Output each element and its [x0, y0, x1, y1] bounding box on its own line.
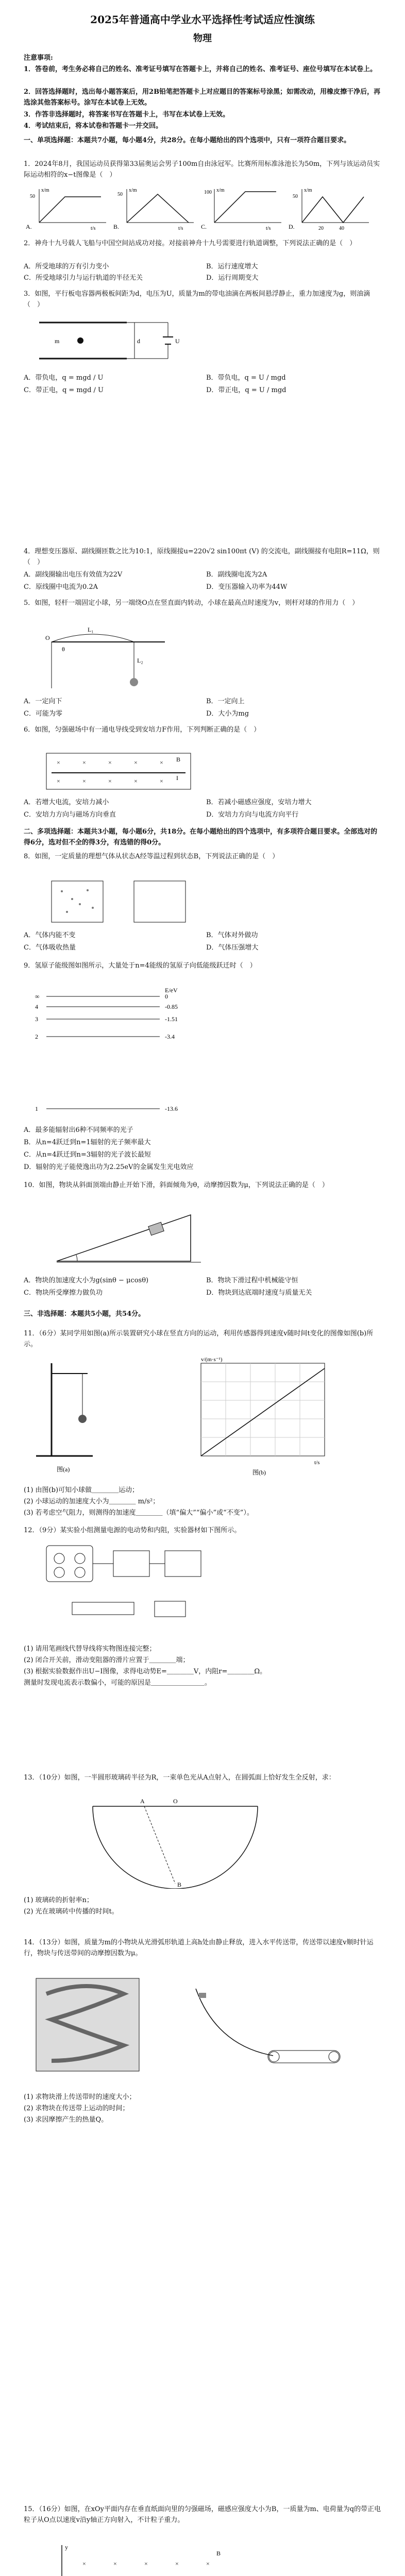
q10-option-c: C．物块所受摩擦力做负功 — [24, 1289, 103, 1297]
q5-option-d: D．大小为mg — [206, 710, 249, 718]
notice-item-2: 2．回答选择题时，选出每小题答案后，用2B铅笔把答题卡上对应题目的答案标号涂黑；如需改动，用橡皮擦干净后，再选涂其他答案标号。涂写在本试卷上无效。 — [24, 88, 381, 107]
q2-text: 2．神舟十九号载人飞船与中国空间站成功对接。对接前神舟十九号需要进行轨道调整，下列说法正确的是（ ） — [24, 240, 357, 247]
q15-field-figure — [31, 2540, 247, 2576]
q10-option-d: D．物块到达底端时速度与质量无关 — [206, 1289, 312, 1297]
q12-sub-2: (2) 闭合开关前，滑动变阻器的滑片应置于＿＿＿＿端； — [24, 1656, 190, 1664]
q9-option-c: C．从n=4跃迁到n=3辐射的光子波长最短 — [24, 1151, 151, 1159]
q1-graph-b — [113, 188, 194, 231]
q5-figure — [41, 621, 196, 693]
notice-item-4: 4．考试结束后，将本试卷和答题卡一并交回。 — [24, 122, 163, 130]
svg-text:x/m: x/m — [41, 188, 49, 193]
svg-text:U: U — [175, 337, 180, 345]
level-2 — [35, 1033, 175, 1040]
svg-text:图(a): 图(a) — [57, 1466, 70, 1473]
svg-text:50: 50 — [30, 194, 35, 199]
q8-option-a: A．气体内能不变 — [24, 931, 76, 939]
q14-sub-1: (1) 求物块滑上传送带时的速度大小； — [24, 2093, 136, 2101]
svg-text:I: I — [176, 774, 178, 782]
q14-photo — [36, 1978, 139, 2071]
q2-option-a: A．所受地球的万有引力变小 — [24, 263, 109, 270]
q1-graph-d — [289, 188, 369, 231]
exam-title: 2025年普通高中学业水平选择性考试适应性演练 — [90, 13, 315, 26]
svg-text:×: × — [82, 759, 86, 766]
section3-heading: 三、非选择题：本题共5小题，共54分。 — [24, 1310, 145, 1318]
svg-text:m: m — [55, 337, 60, 345]
svg-text:40: 40 — [339, 226, 344, 231]
q1-text: 1．2024年8月，我国运动员获得第33届奥运会男子100m自由泳冠军。比赛所用标准泳池长为50m，下列与该运动员实际运动相符的x−t图像是（ ） — [24, 160, 380, 179]
q14-text: 14．（13分）如图，质量为m的小物块从光滑弧形轨道上高h处由静止释放，进入水平传送带，传送带以速度v顺时针运行，物块与传送带间的动摩擦因数为μ。 — [24, 1939, 374, 1957]
q11-figures — [31, 1353, 361, 1482]
q12-tail: 测量时发现电流表示数偏小，可能的原因是＿＿＿＿＿＿＿＿。 — [24, 1679, 212, 1687]
svg-text:×: × — [175, 2560, 179, 2567]
q11-apparatus — [36, 1363, 93, 1473]
svg-text:×: × — [82, 2560, 86, 2567]
q6-option-c: C．安培力方向与磁场方向垂直 — [24, 811, 116, 819]
svg-text:A: A — [140, 1798, 145, 1805]
svg-text:×: × — [206, 2560, 210, 2567]
q9-text: 9．氢原子能级图如图所示，大量处于n=4能级的氢原子向低能级跃迁时（ ） — [24, 962, 257, 970]
svg-text:×: × — [108, 759, 112, 766]
level-3 — [35, 1015, 178, 1023]
q5-option-c: C．可能为零 — [24, 710, 62, 718]
q9-energy-levels — [31, 985, 247, 1119]
q13-sub-1: (1) 玻璃砖的折射率n； — [24, 1896, 93, 1904]
q8-option-d: D．气体压强增大 — [206, 944, 259, 952]
q3-option-d: D．带正电，q = U / mgd — [206, 386, 286, 394]
svg-text:×: × — [160, 777, 163, 785]
q6-option-d: D．安培力方向与电流方向平行 — [206, 811, 299, 819]
svg-text:2: 2 — [35, 1033, 38, 1040]
q10-text: 10．如图，物块从斜面顶端由静止开始下滑，斜面倾角为θ，动摩擦因数为μ，下列说法正确的是（ ） — [24, 1181, 329, 1189]
q9-option-a: A．最多能辐射出6种不同频率的光子 — [24, 1126, 133, 1134]
q1-option-c: C. — [201, 223, 207, 230]
svg-text:×: × — [144, 2560, 148, 2567]
q10-incline-figure — [46, 1205, 211, 1272]
q9-option-b: B．从n=4跃迁到n=1辐射的光子频率最大 — [24, 1139, 151, 1146]
svg-text:100: 100 — [204, 190, 212, 195]
section2-heading: 二、多项选择题：本题共3小题，每小题6分，共18分。在每小题给出的四个选项中，有多项符合题目要求。全部选对的得6分，选对但不全的得3分，有选错的得0分。 — [24, 828, 378, 846]
svg-text:-1.51: -1.51 — [165, 1015, 178, 1023]
level-4 — [35, 1003, 178, 1010]
notice-heading: 注意事项: — [24, 54, 53, 62]
svg-text:O: O — [45, 634, 50, 641]
svg-text:x/m: x/m — [304, 188, 312, 193]
svg-text:50: 50 — [293, 194, 298, 199]
svg-text:图(b): 图(b) — [252, 1469, 266, 1476]
svg-text:B: B — [176, 756, 181, 763]
svg-text:v/(m·s⁻¹): v/(m·s⁻¹) — [201, 1357, 223, 1363]
q3-option-b: B．带负电，q = U / mgd — [206, 374, 286, 382]
q4-option-a: A．副线圈输出电压有效值为22V — [24, 571, 123, 579]
svg-text:×: × — [57, 777, 60, 785]
svg-text:20: 20 — [318, 226, 324, 231]
q11-vt-graph — [201, 1357, 325, 1476]
q6-option-b: B．若减小磁感应强度，安培力增大 — [206, 799, 312, 806]
svg-text:∞: ∞ — [35, 993, 40, 1000]
q4-option-c: C．原线圈中电流为0.2A — [24, 583, 98, 591]
svg-text:L₂: L₂ — [137, 657, 143, 664]
notice-item-3: 3．作答非选择题时，将答案书写在答题卡上，书写在本试卷上无效。 — [24, 111, 230, 118]
q13-sub-2: (2) 光在玻璃砖中传播的时间t。 — [24, 1908, 119, 1916]
svg-text:×: × — [108, 777, 112, 785]
q1-graph-c — [201, 188, 281, 231]
level-1 — [35, 1105, 178, 1112]
q3-option-c: C．带正电，q = mgd / U — [24, 386, 104, 394]
svg-text:B: B — [177, 1881, 182, 1888]
svg-text:×: × — [82, 777, 86, 785]
q11-sub-3: (3) 若考虑空气阻力，则测得的加速度＿＿＿＿（填“偏大”“偏小”或“不变”）。 — [24, 1509, 254, 1517]
svg-text:E/eV: E/eV — [165, 987, 178, 994]
q11-sub-2: (2) 小球运动的加速度大小为＿＿＿＿ m/s²； — [24, 1498, 160, 1505]
notice-item-1: 1．答卷前，考生务必将自己的姓名、准考证号填写在答题卡上，并将自己的姓名、准考证号、座位号填写在本试卷上。 — [24, 65, 377, 73]
q13-semicircle-figure — [82, 1796, 268, 1889]
q4-option-d: D．变压器输入功率为44W — [206, 583, 288, 591]
svg-text:×: × — [160, 759, 163, 766]
svg-text:×: × — [57, 759, 60, 766]
svg-text:-3.4: -3.4 — [165, 1033, 175, 1040]
q12-sub-1: (1) 请用笔画线代替导线将实物图连接完整； — [24, 1645, 156, 1653]
svg-text:x/m: x/m — [216, 188, 225, 193]
q12-circuit-figure — [41, 1540, 227, 1638]
svg-text:×: × — [113, 2560, 117, 2567]
svg-text:0: 0 — [165, 993, 168, 1000]
svg-text:t/s: t/s — [178, 226, 183, 231]
q10-option-b: B．物块下滑过程中机械能守恒 — [206, 1277, 298, 1284]
q13-text: 13．（10分）如图，一半圆形玻璃砖半径为R，一束单色光从A点射入，在圆弧面上恰好发生全反射，求： — [24, 1774, 335, 1782]
q2-option-c: C．所受地球引力与运行轨道的半径无关 — [24, 274, 143, 282]
svg-text:1: 1 — [35, 1105, 38, 1112]
q5-text: 5．如图，轻杆一端固定小球，另一端绕O点在竖直面内转动，小球在最高点时速度为v，则杆对球的作用力（ ） — [24, 599, 359, 607]
q8-figure — [46, 876, 191, 927]
svg-text:L₁: L₁ — [88, 626, 94, 633]
svg-text:θ: θ — [62, 646, 65, 653]
q9-option-d: D．辐射的光子能使逸出功为2.25eV的金属发生光电效应 — [24, 1163, 194, 1171]
q11-sub-1: (1) 由图(b)可知小球做＿＿＿＿运动； — [24, 1486, 139, 1494]
q6-text: 6．如图，匀强磁场中有一通电导线受到安培力F作用，下列判断正确的是（ ） — [24, 726, 261, 734]
q6-field-figure — [41, 748, 196, 794]
svg-text:-0.85: -0.85 — [165, 1003, 178, 1010]
q1-option-d: D. — [289, 223, 295, 230]
level-inf — [35, 993, 168, 1000]
q1-option-b: B. — [113, 223, 120, 230]
q15-text: 15．（16分）如图，在xOy平面内存在垂直纸面向里的匀强磁场，磁感应强度大小为B，一质量为m、电荷量为q的带正电粒子从O点以速度v沿y轴正方向射入，不计粒子重力。 — [24, 2505, 381, 2524]
q6-option-a: A．若增大电流，安培力减小 — [24, 799, 109, 806]
svg-text:O: O — [173, 1798, 178, 1805]
q12-text: 12．（9分）某实验小组测量电源的电动势和内阻，实验器材如下图所示。 — [24, 1527, 241, 1534]
section1-heading: 一、单项选择题：本题共7小题，每小题4分，共28分。在每小题给出的四个选项中，只有一项符合题目要求。 — [24, 137, 351, 144]
q3-capacitor-figure — [24, 312, 189, 369]
q14-figures — [31, 1973, 350, 2087]
svg-text:t/s: t/s — [91, 226, 96, 231]
svg-text:B: B — [216, 2550, 221, 2557]
q2-option-b: B．运行速度增大 — [206, 263, 258, 270]
svg-text:-13.6: -13.6 — [165, 1105, 178, 1112]
q5-option-a: A．一定向下 — [24, 698, 62, 705]
q8-option-c: C．气体吸收热量 — [24, 944, 76, 952]
q5-option-b: B．一定向上 — [206, 698, 245, 705]
q14-track — [196, 1989, 340, 2063]
q10-option-a: A．物块的加速度大小为g(sinθ − μcosθ) — [24, 1277, 149, 1284]
q14-sub-2: (2) 求物块在传送带上运动的时间； — [24, 2105, 129, 2112]
q2-option-d: D．运行周期变大 — [206, 274, 259, 282]
q1-option-a: A. — [26, 223, 32, 230]
q12-sub-3: (3) 根据实验数据作出U−I图像，求得电动势E=＿＿＿＿V，内阻r=＿＿＿＿Ω。 — [24, 1668, 267, 1675]
svg-text:t/s: t/s — [314, 1460, 320, 1466]
q3-option-a: A．带负电，q = mgd / U — [24, 374, 104, 382]
svg-text:50: 50 — [117, 192, 123, 197]
q1-graphs — [24, 183, 381, 233]
svg-text:×: × — [134, 777, 138, 785]
svg-text:y: y — [65, 2544, 68, 2551]
q14-sub-3: (3) 求因摩擦产生的热量Q。 — [24, 2116, 108, 2124]
q11-text: 11．（6分）某同学用如图(a)所示装置研究小球在竖直方向的运动，利用传感器得到速度v随时间t变化的图像如图(b)所示。 — [24, 1330, 374, 1348]
svg-text:x/m: x/m — [129, 188, 137, 193]
q4-text: 4．理想变压器原、副线圈匝数之比为10:1，原线圈接u=220√2 sin100πt (V) 的交流电，副线圈接有电阻R=11Ω，则（ ） — [24, 548, 380, 566]
svg-text:t/s: t/s — [266, 226, 271, 231]
q1-graph-a — [26, 188, 106, 231]
svg-text:3: 3 — [35, 1015, 38, 1023]
q8-text: 8．如图，一定质量的理想气体从状态A经等温过程到状态B，下列说法正确的是（ ） — [24, 853, 279, 860]
exam-subject: 物理 — [193, 33, 212, 44]
svg-text:d: d — [137, 337, 140, 345]
q4-option-b: B．副线圈电流为2A — [206, 571, 267, 579]
q8-option-b: B．气体对外做功 — [206, 931, 258, 939]
svg-text:4: 4 — [35, 1003, 38, 1010]
svg-text:×: × — [134, 759, 138, 766]
q3-text: 3．如图，平行板电容器两极板间距为d，电压为U，质量为m的带电油滴在两板间悬浮静止，重力加速度为g，则油滴（ ） — [24, 290, 370, 309]
